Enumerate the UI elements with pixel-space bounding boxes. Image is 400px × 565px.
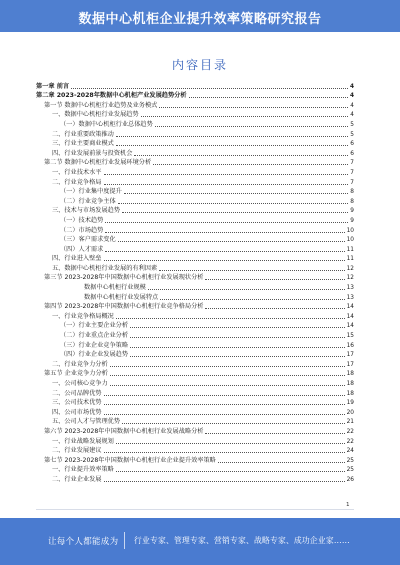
toc-entry[interactable] [36,340,354,350]
toc-entry-page: 26 [346,476,354,483]
toc-entry-title: 第二节 数据中心机柜行业发展环境分析 [44,159,152,167]
toc-entry[interactable] [36,215,354,225]
toc-entry-title: 第五节 企业竞争力分析 [44,370,108,378]
toc-entry-page: 8 [350,189,354,196]
toc-dot-leader [159,270,344,271]
toc-entry-title: （三）行业企业竞争策略 [60,341,129,349]
toc-entry[interactable] [36,292,354,302]
toc-entry[interactable] [36,465,354,475]
toc-entry-page: 7 [350,169,354,176]
toc-entry-page: 4 [349,83,354,90]
toc-dot-leader [205,308,344,309]
toc-entry-page: 15 [346,333,354,340]
toc-dot-leader [116,443,345,444]
toc-dot-leader [104,174,349,175]
toc-entry-title: 二、公司品牌优势 [52,389,102,397]
toc-entry-title: 三、公司技术优势 [52,399,102,407]
toc-dot-leader [104,395,345,396]
toc-entry-page: 14 [346,313,354,320]
toc-entry[interactable] [36,446,354,456]
toc-dot-leader [104,184,349,185]
toc-dot-leader [116,136,348,137]
toc-entry-page: 11 [346,256,354,263]
toc-entry[interactable] [36,426,354,436]
report-title: 数据中心机柜企业提升效率策略研究报告 [78,12,322,27]
toc-entry-page: 12 [346,275,354,282]
toc-entry-page: 11 [346,246,354,253]
toc-entry-title: （二）行业竞争主体 [60,197,116,205]
toc-entry-page: 4 [349,93,354,100]
toc-entry-title: （二）行业重点企业分析 [60,332,129,340]
toc-entry-title: （四）行业企业发展趋势 [60,351,129,359]
toc-entry[interactable] [36,407,354,417]
toc-entry-page: 13 [346,285,354,292]
page-divider [36,509,354,510]
toc-dot-leader [153,164,348,165]
toc-entry-page: 25 [346,467,354,474]
toc-entry-title: 第二章 2023-2028年数据中心机柜产业发展趋势分析 [36,92,187,100]
toc-dot-leader [134,155,348,156]
toc-dot-leader [148,289,345,290]
toc-dot-leader [124,193,348,194]
toc-dot-leader [130,327,345,328]
toc-entry[interactable] [36,369,354,379]
toc-entry[interactable] [36,129,354,139]
toc-entry-title: 第四节 2023-2028年中国数据中心机柜行业竞争格局分析 [44,303,204,311]
toc-dot-leader [104,414,345,415]
toc-entry-page: 8 [350,198,354,205]
toc-entry-title: （一）行业主要企业分析 [60,322,129,330]
toc-dot-leader [104,481,345,482]
footer-slogan-left: 让每个人都能成为 [48,537,119,547]
toc-dot-leader [110,385,345,386]
toc-entry[interactable] [36,436,354,446]
toc-dot-leader [130,347,345,348]
toc-entry-title: 一、行业提升效率策略 [52,466,114,474]
toc-entry-page: 7 [350,179,354,186]
toc-dot-leader [205,433,344,434]
toc-dot-leader [104,452,345,453]
toc-entry[interactable] [36,350,354,360]
toc-dot-leader [130,356,345,357]
toc-entry-page: 16 [346,342,354,349]
toc-entry[interactable] [36,474,354,484]
toc-entry-title: 三、行业主要商业模式 [52,140,114,148]
toc-entry-title: 五、公司人才与管理优势 [52,418,121,426]
toc-dot-leader [155,126,348,127]
toc-entry-page: 5 [350,121,354,128]
toc-entry[interactable] [36,378,354,388]
toc-dot-leader [189,97,348,98]
toc-dot-leader [110,366,345,367]
toc-dot-leader [130,337,345,338]
toc-entry[interactable] [36,148,354,158]
toc-entry-title: （四）人才需求 [60,245,104,253]
toc-entry-title: 三、技术与市场发展趋势 [52,207,121,215]
toc-entry-title: 第一章 前言 [36,82,70,90]
toc-entry-page: 7 [350,160,354,167]
toc-entry-title: 四、行业进入壁垒 [52,255,102,263]
toc-entry-page: 25 [346,457,354,464]
toc-entry[interactable] [36,302,354,312]
toc-entry-title: 一、行业技术水平 [52,168,102,176]
toc-entry[interactable] [36,321,354,331]
toc-entry[interactable] [36,119,354,129]
footer-slogan-right: 行业专家、管理专家、营销专家、战略专家、成功企业家…… [134,536,350,545]
toc-dot-leader [116,145,348,146]
footer-separator [124,532,125,549]
toc-entry[interactable] [36,167,354,177]
toc-entry[interactable] [36,311,354,321]
toc-entry[interactable] [36,225,354,235]
toc-dot-leader [205,279,344,280]
toc-entry-title: 五、数据中心机柜行业发展的有利因素 [52,264,158,272]
toc-entry-page: 22 [346,438,354,445]
toc-dot-leader [141,116,349,117]
toc-entry-page: 19 [346,400,354,407]
toc-entry[interactable] [36,139,354,149]
toc-entry-page: 5 [350,131,354,138]
toc-entry-title: （一）数据中心机柜行业总体趋势 [60,120,153,128]
toc-entry-page: 10 [346,227,354,234]
toc-entry[interactable] [36,455,354,465]
toc-entry[interactable] [36,388,354,398]
toc-entry-title: （三）客户需求变化 [60,236,116,244]
toc-entry-page: 18 [346,390,354,397]
toc-dot-leader [104,260,345,261]
toc-entry-title: 第三节 2023-2028年中国数据中心机柜行业发展现状分析 [44,274,204,282]
header-banner [0,0,400,32]
toc-entry[interactable] [36,187,354,197]
toc-dot-leader [116,318,345,319]
toc-entry-title: 数据中心机柜行业发展特点 [84,293,159,301]
table-of-contents [36,81,354,484]
toc-entry-page: 9 [350,217,354,224]
toc-entry-title: 四、公司市场优势 [52,408,102,416]
toc-entry-page: 6 [350,150,354,157]
toc-dot-leader [122,212,348,213]
toc-entry-title: （一）行业集中度提升 [60,188,122,196]
toc-entry-title: 四、行业发展前景与投资机会 [52,149,133,157]
page-number: 1 [346,502,350,508]
toc-dot-leader [116,471,345,472]
toc-entry-title: （二）市场趋势 [60,226,104,234]
toc-entry-page: 17 [346,361,354,368]
toc-dot-leader [122,423,345,424]
toc-entry-title: 一、数据中心机柜行业发展趋势 [52,111,139,119]
toc-dot-leader [110,375,345,376]
footer-banner [0,518,400,565]
toc-entry[interactable] [36,81,354,91]
toc-entry-title: 一、行业战略发展规划 [52,437,114,445]
toc-entry[interactable] [36,244,354,254]
toc-entry-title: 一、行业竞争格局概况 [52,312,114,320]
toc-entry[interactable] [36,254,354,264]
toc-entry[interactable] [36,177,354,187]
toc-entry[interactable] [36,110,354,120]
toc-entry-page: 20 [346,409,354,416]
toc-entry-page: 6 [350,141,354,148]
toc-entry[interactable] [36,359,354,369]
toc-entry-title: （一）技术趋势 [60,216,104,224]
toc-heading: 内容目录 [171,58,228,72]
toc-entry-page: 14 [346,304,354,311]
toc-entry-page: 10 [346,237,354,244]
toc-entry-page: 18 [346,381,354,387]
toc-entry[interactable] [36,158,354,168]
toc-entry[interactable] [36,91,354,101]
toc-entry-title: 数据中心机柜行业规模 [84,284,146,292]
toc-entry-title: 第六节 2023-2028年中国数据中心机柜行业发展战略分析 [44,427,204,435]
toc-entry-page: 4 [350,112,354,119]
toc-entry[interactable] [36,398,354,408]
toc-dot-leader [218,462,345,463]
toc-entry-page: 21 [346,419,354,426]
toc-entry[interactable] [36,273,354,283]
toc-entry[interactable] [36,206,354,216]
toc-entry-title: 一、公司核心竞争力 [52,380,108,387]
toc-entry-title: 二、行业重要政策推动 [52,130,114,138]
toc-entry-page: 12 [346,265,354,272]
toc-entry-page: 4 [350,102,354,109]
toc-dot-leader [104,404,345,405]
toc-dot-leader [118,203,349,204]
toc-entry-page: 9 [350,208,354,215]
toc-entry[interactable] [36,282,354,292]
toc-dot-leader [71,88,348,89]
toc-entry-page: 22 [346,428,354,435]
toc-entry[interactable] [36,235,354,245]
toc-entry-title: 二、行业竞争力分析 [52,360,108,368]
toc-dot-leader [118,241,345,242]
toc-dot-leader [105,232,344,233]
toc-entry-title: 第七节 2023-2028年中国数据中心机柜行业企业提升效率策略 [44,456,216,464]
toc-entry-page: 18 [346,371,354,378]
toc-entry-page: 17 [346,352,354,359]
toc-entry-title: 二、行业企业发展 [52,475,102,483]
toc-dot-leader [105,251,344,252]
toc-dot-leader [160,299,344,300]
toc-entry-title: 二、行业发展建议 [52,447,102,455]
toc-entry-page: 13 [346,294,354,301]
toc-entry[interactable] [36,196,354,206]
toc-entry[interactable] [36,100,354,110]
toc-dot-leader [159,107,348,108]
toc-entry[interactable] [36,417,354,427]
toc-entry-page: 24 [346,448,354,455]
toc-entry[interactable] [36,263,354,273]
toc-entry[interactable] [36,330,354,340]
toc-entry-title: 第一节 数据中心机柜行业趋势及业务模式 [44,101,158,109]
toc-entry-page: 14 [346,323,354,330]
toc-dot-leader [105,222,348,223]
toc-entry-title: 二、行业竞争格局 [52,178,102,186]
